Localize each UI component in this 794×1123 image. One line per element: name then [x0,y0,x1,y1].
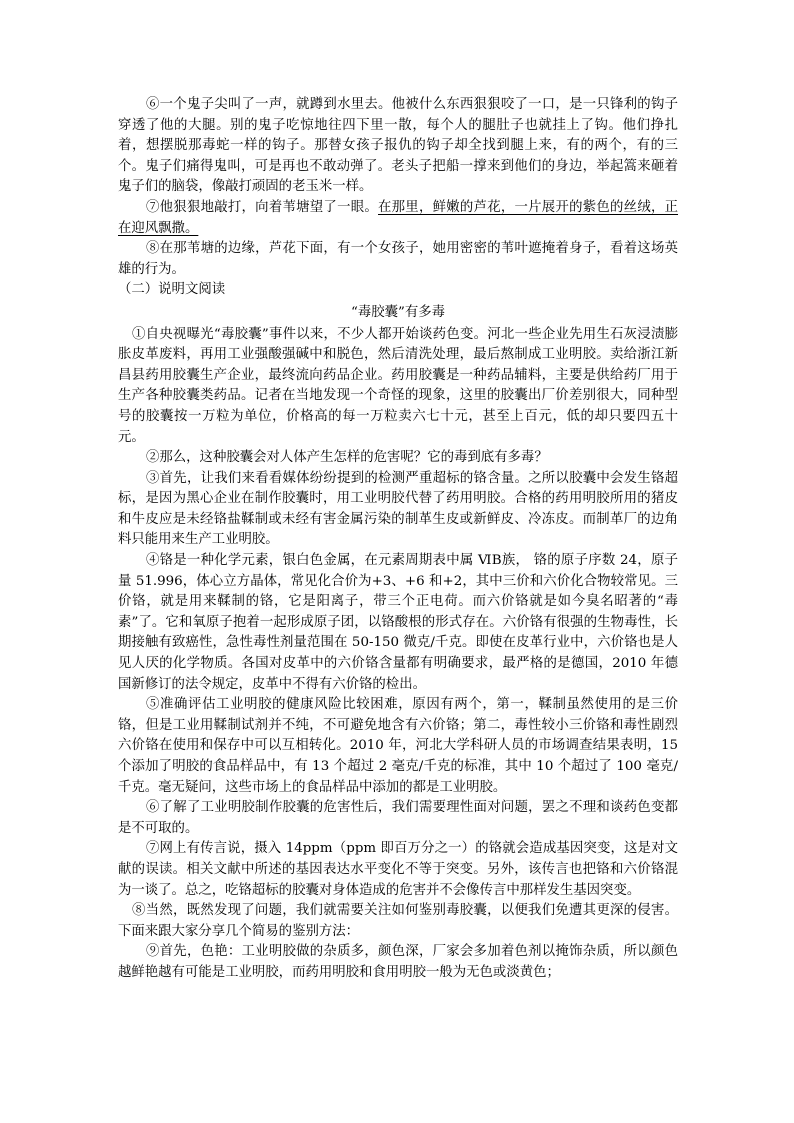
article-paragraph-8: ⑧当然，既然发现了问题，我们就需要关注如何鉴别毒胶囊，以便我们免遭其更深的侵害。下面来跟大家分享几个简易的鉴别方法： [118,903,678,939]
article-paragraph-3: ③首先，让我们来看看媒体纷纷提到的检测严重超标的铬含量。之所以胶囊中会发生铬超标，是因为黑心企业在制作胶囊时，用工业明胶代替了药用明胶。合格的药用明胶所用的猪皮和牛皮应是未经铬盐鞣制或未经有害金属污染的制革生皮或新鲜皮、冷冻皮。而制革厂的边角料只能用来生产工业明胶。 [118,470,678,548]
section-heading: （二）说明文阅读 [118,282,226,298]
underlined-sentence: 在那里，鲜嫩的芦花，一片展开的紫色的丝绒，正在迎风飘撒。 [118,199,679,236]
article-paragraph-9: ⑨首先，色艳：工业明胶做的杂质多，颜色深，厂家会多加着色剂以掩饰杂质，所以颜色越鲜艳越有可能是工业明胶，而药用明胶和食用明胶一般为无色或淡黄色； [118,944,678,980]
article-paragraph-2: ②那么，这种胶囊会对人体产生怎样的危害呢？它的毒到底有多毒？ [146,450,548,466]
story-paragraph-7 [118,198,678,239]
story-paragraph-6: ⑥一个鬼子尖叫了一声，就蹲到水里去。他被什么东西狠狠咬了一口，是一只锋利的钩子穿透了他的大腿。别的鬼子吃惊地往四下里一散，每个人的腿肚子也就挂上了钩。他们挣扎着，想摆脱那毒蛇一样的钩子。那替女孩子报仇的钩子却全找到腿上来，有的两个，有的三个。鬼子们痛得鬼叫，可是再也不敢动弹了。老头子把船一撑来到他们的身边，举起篙来砸着鬼子们的脑袋，像敲打顽固的老玉米一样。 [118,97,678,195]
article-title: “毒胶囊”有多毒 [350,304,446,320]
article-paragraph-7: ⑦网上有传言说，摄入 14ppm（ppm 即百万分之一）的铬就会造成基因突变，这是对文献的误读。相关文献中所述的基因表达水平变化不等于突变。另外，该传言也把铬和六价铬混为一谈了。总之，吃铬超标的胶囊对身体造成的危害并不会像传言中那样发生基因突变。 [118,841,678,898]
article-paragraph-1: ①自央视曝光“毒胶囊”事件以来，不少人都开始谈药色变。河北一些企业先用生石灰浸渍膨胀皮革废料，再用工业强酸强碱中和脱色，然后清洗处理，最后熬制成工业明胶。卖给浙江新昌县药用胶囊生产企业，最终流向药品企业。药用胶囊是一种药品辅料，主要是供给药厂用于生产各种胶囊类药品。记者在当地发现一个奇怪的现象，这里的胶囊出厂价差别很大，同种型号的胶囊按一万粒为单位，价格高的每一万粒卖六七十元，甚至上百元，低的却只要四五十元。 [118,326,678,445]
article-paragraph-6: ⑥了解了工业明胶制作胶囊的危害性后，我们需要理性面对问题，罢之不理和谈药色变都是不可取的。 [118,800,678,836]
article-paragraph-4: ④铬是一种化学元素，银白色金属，在元素周期表中属 ⅥB族， 铬的原子序数 24，原子量 51.996，体心立方晶体，常见化合价为+3、+6 和+2，其中三价和六价化合物较常见。三价铬，就是用来鞣制的铬，它是阳离子，带三个正电荷。而六价铬就是如今臭名昭著的“毒素”了。它和氧原子抱着一起形成原子团，以铬酸根的形式存在。六价铬有很强的生物毒性，长期接触有致癌性，急性毒性剂量范围在 50-150 微克/千克。即使在皮革行业中，六价铬也是人见人厌的化学物质。各国对皮革中的六价铬含量都有明确要求，最严格的是德国，2010 年德国新修订的法令规定，皮革中不得有六价铬的检出。 [118,553,678,692]
story-paragraph-8: ⑧在那苇塘的边缘，芦花下面，有一个女孩子，她用密密的苇叶遮掩着身子，看着这场英雄的行为。 [118,241,678,277]
story-paragraph-7-lead: ⑦他狠狠地敲打，向着苇塘望了一眼。 [146,199,379,215]
text-column [118,95,678,984]
article-paragraph-5: ⑤准确评估工业明胶的健康风险比较困难，原因有两个，第一，鞣制虽然使用的是三价铬，但是工业用鞣制试剂并不纯，不可避免地含有六价铬；第二，毒性较小三价铬和毒性剧烈六价铬在使用和保存中可以互相转化。2010 年，河北大学科研人员的市场调查结果表明，15 个添加了明胶的食品样品中，有 13 个超过 2 毫克/千克的标准，其中 10 个超过了 100 毫克/千克。毫无疑问，这些市场上的食品样品中添加的都是工业明胶。 [118,697,678,795]
